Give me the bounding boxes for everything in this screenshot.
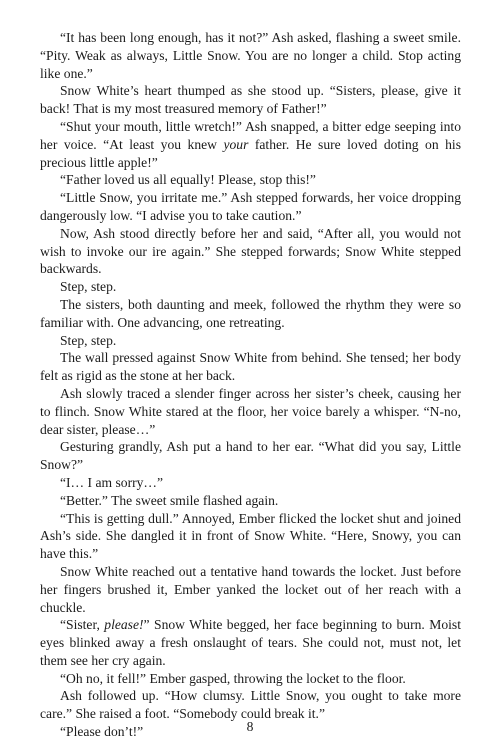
body-text — [40, 29, 461, 741]
paragraph: Gesturing grandly, Ash put a hand to her ear. “What did you say, Little Snow?” — [40, 439, 461, 473]
paragraph: Now, Ash stood directly before her and said, “After all, you would not wish to invoke our ire again.” She stepped forwards; Snow White stepped backwards. — [40, 225, 461, 277]
paragraph: “Father loved us all equally! Please, stop this!” — [60, 172, 316, 188]
paragraph: Ash slowly traced a slender finger across her sister’s cheek, causing her to flinch. Snow White stared at the floor, her voice barely a whisper. “N-no, dear sister, please…” — [40, 385, 461, 437]
paragraph: Snow White’s heart thumped as she stood up. “Sisters, please, give it back! That is my most treasured memory of Father!” — [40, 83, 461, 117]
paragraph-text: “Sister, — [60, 617, 105, 633]
paragraph: The wall pressed against Snow White from behind. She tensed; her body felt as rigid as the stone at her back. — [40, 350, 461, 384]
paragraph: “Better.” The sweet smile flashed again. — [60, 492, 279, 508]
paragraph: “It has been long enough, has it not?” Ash asked, flashing a sweet smile. “Pity. Weak as always, Little Snow. You are no longer a child. Stop acting like one.” — [40, 30, 461, 81]
paragraph: Step, step. — [60, 279, 117, 295]
paragraph: Step, step. — [60, 332, 117, 348]
paragraph: “I… I am sorry…” — [60, 474, 164, 490]
paragraph — [40, 118, 461, 171]
paragraph-text: father. He sure loved doting on his precious little apple!” — [40, 136, 462, 170]
paragraph: “Oh no, it fell!” Ember gasped, throwing the locket to the floor. — [60, 670, 406, 686]
emphasized-text: please! — [104, 617, 144, 633]
emphasized-text: your — [223, 136, 249, 152]
paragraph: Ash followed up. “How clumsy. Little Snow, you ought to take more care.” She raised a foot. “Somebody could break it.” — [40, 688, 461, 722]
paragraph-text: ” Snow White begged, her face beginning to burn. Moist eyes blinked away a fresh onslaught of tears. She could not, must not, let them see her cry again. — [40, 617, 461, 668]
paragraph: The sisters, both daunting and meek, followed the rhythm they were so familiar with. One advancing, one retreating. — [40, 296, 461, 330]
paragraph: “This is getting dull.” Annoyed, Ember flicked the locket shut and joined Ash’s side. She dangled it in front of Snow White. “Here, Snowy, you can have this.” — [40, 510, 461, 562]
paragraph: “Please don’t!” — [60, 724, 144, 740]
paragraph — [40, 616, 461, 669]
paragraph: “Little Snow, you irritate me.” Ash stepped forwards, her voice dropping dangerously low. “I advise you to take caution.” — [40, 190, 461, 223]
paragraph: Snow White reached out a tentative hand towards the locket. Just before her fingers brushed it, Ember yanked the locket out of her reach with a chuckle. — [40, 563, 461, 615]
page-number: 8 — [246, 719, 254, 734]
paragraph-text: “Shut your mouth, little wretch!” Ash snapped, a bitter edge seeping into her voice. “At least you knew — [40, 118, 461, 152]
